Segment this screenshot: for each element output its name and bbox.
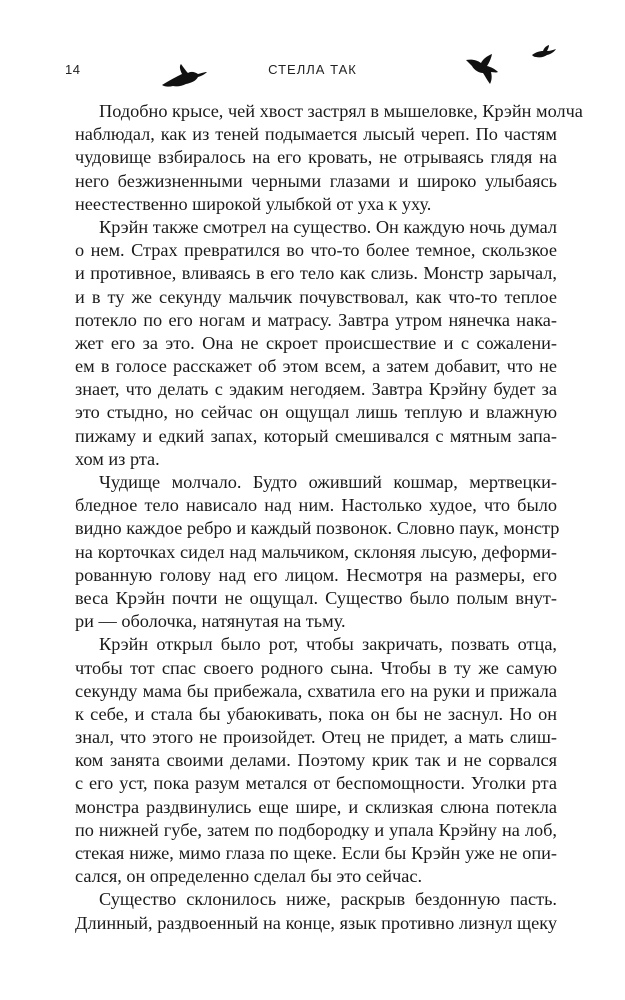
text-line: жет его за это. Она не скроет происшествие и с сожалени- bbox=[75, 332, 557, 353]
text-line: и противное, вливаясь в его тело как слизь. Монстр зарычал, bbox=[75, 263, 557, 284]
text-line: него безжизненными черными глазами и широко улыбаясь bbox=[75, 170, 557, 191]
text-line: Крэйн также смотрел на существо. Он каждую ночь думал bbox=[99, 216, 557, 237]
crow-icon bbox=[465, 53, 501, 85]
text-line: стекая ниже, мимо глаза по щеке. Если бы Крэйн уже не опи- bbox=[75, 843, 557, 863]
text-line: потекло по его ногам и матрасу. Завтра утром нянечка нака- bbox=[75, 309, 557, 330]
text-line: Чудище молчало. Будто оживший кошмар, мертвецки- bbox=[99, 472, 557, 492]
text-line: знал, что этого не произойдет. Отец не придет, а мать слиш- bbox=[75, 727, 557, 748]
text-line: чтобы тот спас своего родного сына. Чтобы в ту же самую bbox=[75, 657, 557, 678]
page-number: 14 bbox=[65, 62, 81, 77]
text-line: Длинный, раздвоенный на конце, язык противно лизнул щеку bbox=[75, 912, 557, 933]
text-line: к себе, и стала бы убаюкивать, пока он бы не заснул. Но он bbox=[75, 703, 557, 724]
text-line: и в ту же секунду мальчик почувствовал, как что-то теплое bbox=[75, 286, 557, 307]
text-line: ри — оболочка, натянутая на тьму. bbox=[75, 611, 346, 632]
text-line: хом из рта. bbox=[75, 448, 160, 469]
paragraph bbox=[75, 633, 557, 888]
text-line: веса Крэйн почти не ощущал. Существо было полым внут- bbox=[75, 587, 557, 608]
text-line: Существо склонилось ниже, раскрыв бездонную пасть. bbox=[99, 889, 557, 910]
text-line: монстра раздвинулись еще шире, и склизкая слюна потекла bbox=[75, 796, 557, 817]
running-title: СТЕЛЛА ТАК bbox=[268, 62, 357, 77]
text-line: рованную голову над его лицом. Несмотря на размеры, его bbox=[75, 564, 557, 585]
text-line: чудовище взбиралось на его кровать, не отрываясь глядя на bbox=[75, 147, 557, 168]
text-line: бледное тело нависало над ним. Настолько худое, что было bbox=[75, 495, 557, 516]
text-line: неестественно широкой улыбкой от уха к уху. bbox=[75, 193, 432, 214]
text-line: Подобно крысе, чей хвост застрял в мышеловке, Крэйн молча bbox=[99, 101, 583, 121]
paragraph bbox=[75, 100, 583, 216]
paragraph bbox=[75, 471, 560, 633]
text-line: с его уст, пока разум метался от беспомощности. Уголки рта bbox=[75, 773, 557, 794]
text-line: ком занята своими делами. Поэтому крик так и не сорвался bbox=[75, 750, 557, 771]
paragraph bbox=[75, 888, 557, 934]
paragraph bbox=[75, 216, 557, 471]
text-line: пижаму и едкий запах, который смешивался с мятным запа- bbox=[75, 425, 557, 446]
body-text bbox=[75, 100, 583, 935]
text-line: на корточках сидел над мальчиком, склоняя лысую, деформи- bbox=[75, 541, 557, 562]
text-line: знает, что делать с эдаким негодяем. Завтра Крэйну будет за bbox=[75, 379, 557, 400]
text-line: Крэйн открыл было рот, чтобы закричать, позвать отца, bbox=[99, 634, 557, 655]
text-line: видно каждое ребро и каждый позвонок. Словно паук, монстр bbox=[75, 518, 560, 539]
text-line: это стыдно, но сейчас он ощущал лишь теплую и влажную bbox=[75, 402, 557, 423]
text-line: сался, он определенно сделал бы это сейчас. bbox=[75, 866, 423, 887]
text-line: ем в голосе расскажет об этом всем, а затем добавит, что не bbox=[75, 356, 557, 377]
text-line: по нижней губе, затем по подбородку и упала Крэйну на лоб, bbox=[75, 819, 557, 840]
crow-icon bbox=[531, 44, 557, 60]
text-line: о нем. Страх превратился во что-то более темное, скользкое bbox=[75, 240, 557, 261]
text-line: наблюдал, как из теней подымается лысый череп. По частям bbox=[75, 124, 557, 145]
text-line: секунду мама бы прибежала, схватила его на руки и прижала bbox=[75, 680, 557, 701]
